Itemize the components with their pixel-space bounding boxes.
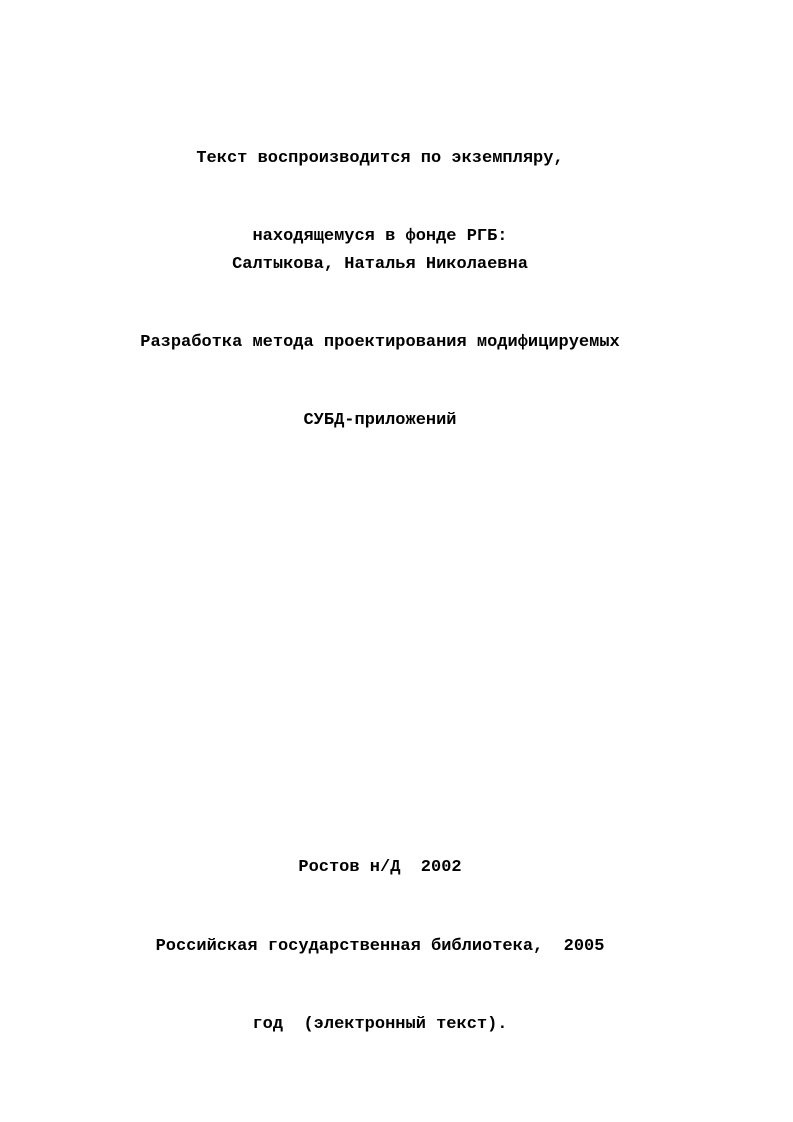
- author-name-text: Салтыкова, Наталья Николаевна: [232, 255, 528, 274]
- source-notice-line-1: Текст воспроизводится по экземпляру,: [196, 149, 564, 168]
- document-title-line-2: СУБД-приложений: [303, 411, 457, 430]
- place-and-year-text: Ростов н/Д 2002: [298, 858, 462, 877]
- document-title-line-1: Разработка метода проектирования модифицируемых: [140, 333, 620, 352]
- library-notice: [0, 882, 760, 1090]
- document-title: [0, 278, 760, 486]
- library-notice-line-1: Российская государственная библиотека, 2005: [155, 937, 605, 956]
- library-notice-line-2: год (электронный текст).: [252, 1015, 508, 1034]
- source-notice-line-2: находящемуся в фонде РГБ:: [252, 227, 508, 246]
